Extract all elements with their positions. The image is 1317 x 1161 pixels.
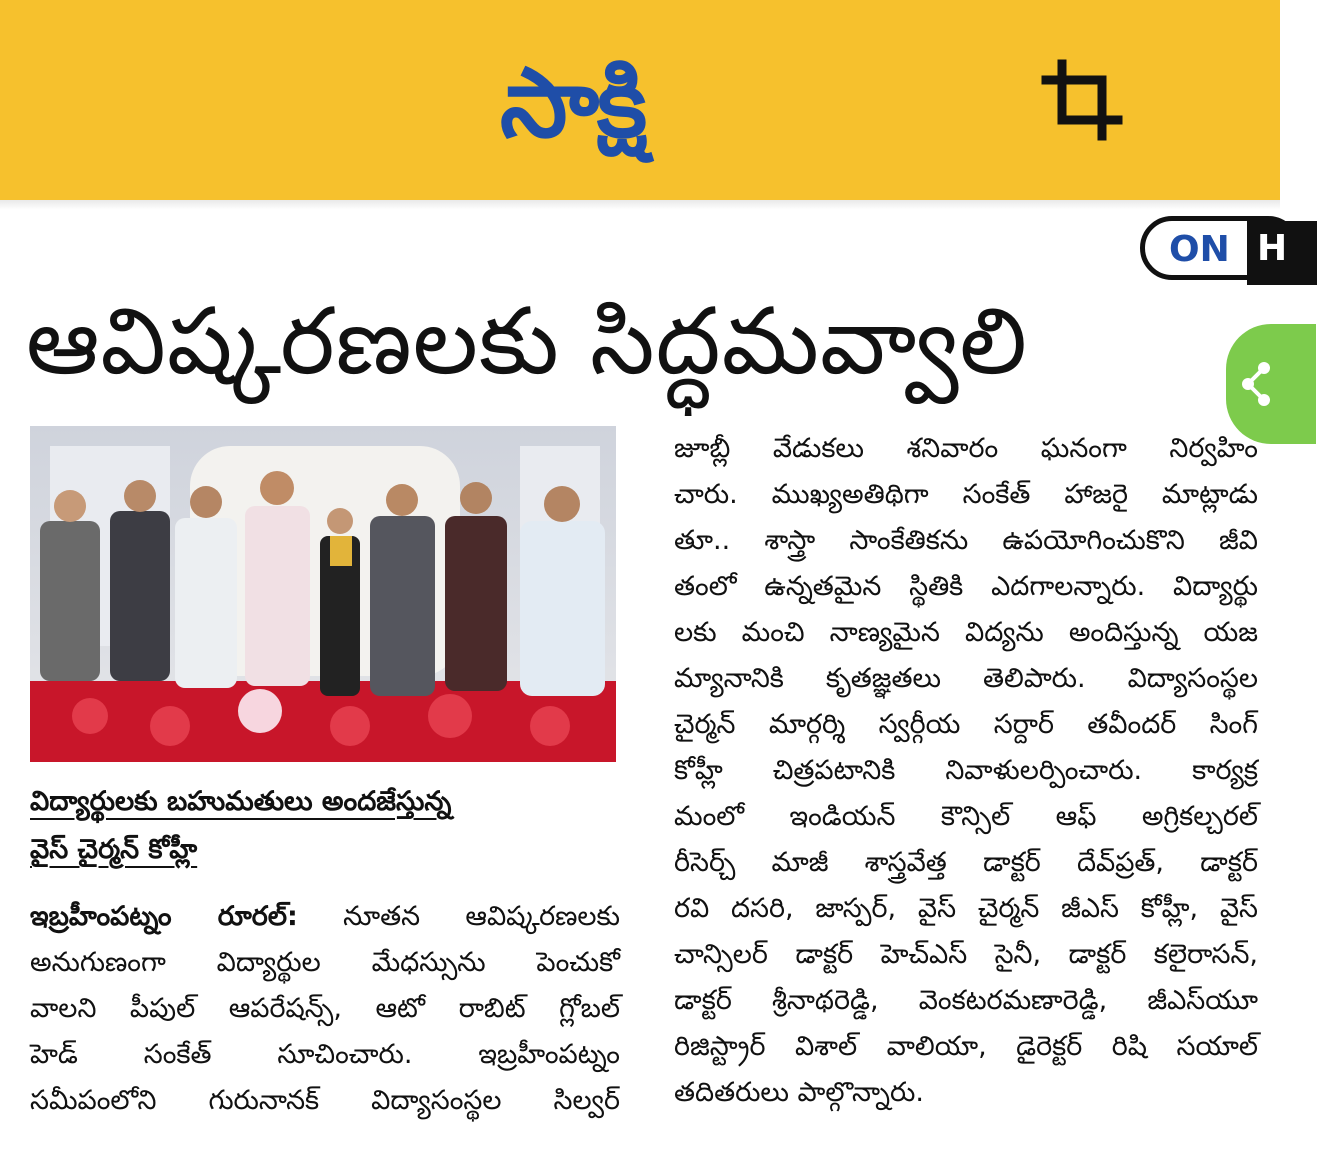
photo-caption [30, 778, 620, 874]
body-line: మ్యానానికి కృతజ్ఞతలు తెలిపారు. విద్యాసంస్థల [674, 663, 1258, 694]
on-badge[interactable] [1140, 216, 1300, 280]
on-badge-letter: H [1257, 228, 1288, 269]
body-line: లకు మంచి నాణ్యమైన విద్యను అందిస్తున్న యజ [674, 617, 1258, 648]
body-line: వాలని పీపుల్ ఆపరేషన్స్, ఆటో రాబిట్ గ్లోబల్ [30, 993, 620, 1024]
body-line: చైర్మన్ మార్గర్శి స్వర్గీయ సర్దార్ తవీందర్ సింగ్ [674, 709, 1258, 740]
body-line: తూ.. శాస్త్రా సాంకేతికను ఉపయోగించుకొని జీవి [674, 525, 1258, 556]
body-line: డాక్టర్ శ్రీనాథరెడ్డి, వెంకటరమణారెడ్డి, జీఎస్‌యూ [674, 985, 1258, 1016]
event-photo-drawing [30, 426, 616, 762]
article-headline: ఆవిష్కరణలకు సిద్ధమవ్వాలి [26, 288, 1028, 395]
masthead-shadow [0, 200, 1280, 210]
body-line: చాన్సిలర్ డాక్టర్ హెచ్ఎస్ సైనీ, డాక్టర్ కలైరాసన్, [674, 939, 1258, 970]
body-line: కోహ్లీ చిత్రపటానికి నివాళులర్పించారు. కార్యక్ర [674, 755, 1258, 786]
article-column-left [30, 894, 620, 1124]
masthead [0, 0, 1280, 200]
article-column-right [674, 426, 1258, 1116]
body-line: రవి దసరి, జాస్పర్, వైస్ చైర్మన్ జీఎస్ కోహ్లీ, వైస్ [674, 893, 1258, 924]
body-line: రీసెర్చ్ మాజీ శాస్త్రవేత్త డాక్టర్ దేవ్‌ప్రత్, డాక్టర్ [674, 847, 1258, 878]
sakshi-logo: సాక్షి [500, 47, 646, 159]
crop-icon[interactable] [1040, 58, 1124, 142]
caption-line: వైస్ చైర్మన్ కోహ్లీ [30, 834, 198, 865]
body-line: అనుగుణంగా విద్యార్థుల మేధస్సును పెంచుకో [30, 947, 620, 978]
body-line: మంలో ఇండియన్ కౌన్సిల్ ఆఫ్ అగ్రికల్చరల్ [674, 801, 1258, 832]
body-line: తంలో ఉన్నతమైన స్థితికి ఎదగాలన్నారు. విద్యార్థు [674, 571, 1258, 602]
body-line [30, 894, 620, 940]
body-line: హెడ్ సంకేత్ సూచించారు. ఇబ్రహీంపట్నం [30, 1039, 620, 1070]
body-line: రిజిస్ట్రార్ విశాల్ వాలియా, డైరెక్టర్ రిషి సయాల్ [674, 1031, 1258, 1062]
caption-line: విద్యార్థులకు బహుమతులు అందజేస్తున్న [30, 786, 452, 817]
on-label: ON [1169, 229, 1230, 270]
body-line: చారు. ముఖ్యఅతిథిగా సంకేత్ హాజరై మాట్లాడు [674, 479, 1258, 510]
on-badge-tail [1247, 221, 1317, 285]
body-line: సమీపంలోని గురునానక్ విద్యాసంస్థల సిల్వర్ [30, 1085, 620, 1116]
event-photo [30, 426, 616, 762]
body-line: జూబ్లీ వేడుకలు శనివారం ఘనంగా నిర్వహిం [674, 433, 1258, 464]
dateline: ఇబ్రహీంపట్నం రూరల్: [30, 901, 298, 932]
body-line-text: నూతన ఆవిష్కరణలకు [343, 901, 620, 932]
body-line: తదితరులు పాల్గొన్నారు. [674, 1077, 924, 1108]
